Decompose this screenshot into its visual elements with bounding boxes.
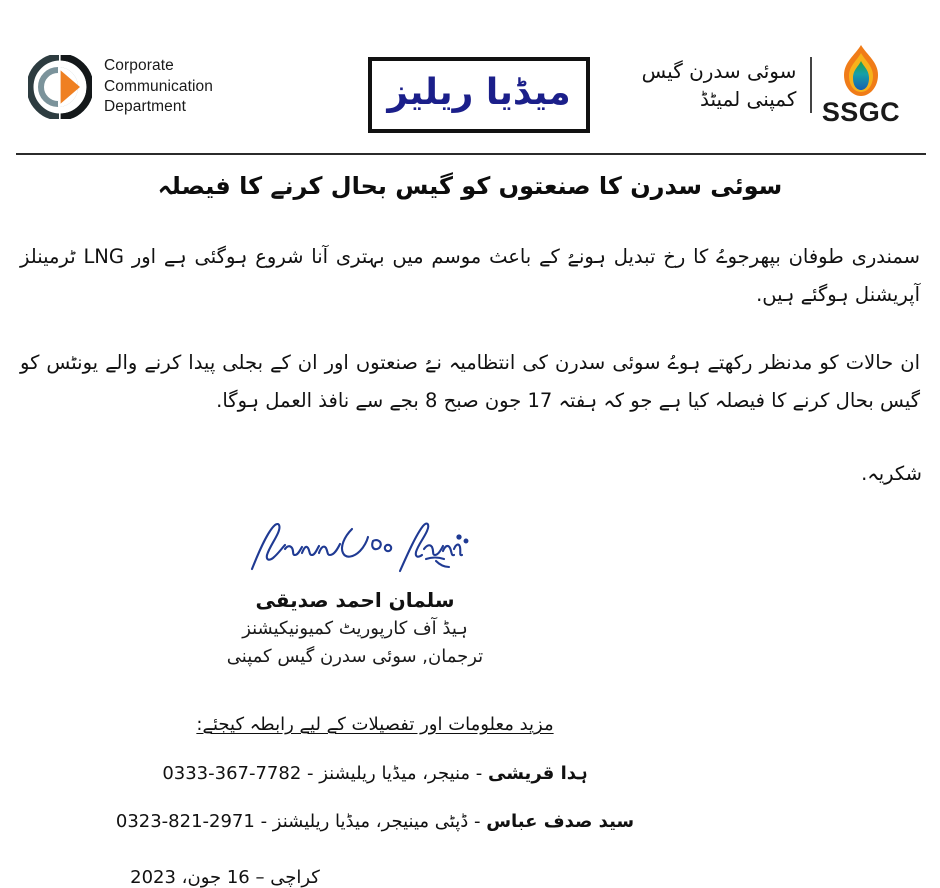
signature-block <box>18 515 922 671</box>
ssgc-flame-icon <box>840 44 882 98</box>
signatory-role-line-2: ترجمان, سوئی سدرن گیس کمپنی <box>226 645 484 667</box>
ssgc-urdu-line-2: کمپنی لمیٹڈ <box>699 87 797 111</box>
contact-section-heading: مزید معلومات اور تفصیلات کے لیے رابطہ کیجئے: <box>196 713 554 735</box>
body-paragraph-2: ان حالات کو مدنظر رکھتے ہوےُ سوئی سدرن کی انتظامیہ نےُ صنعتوں اور ان کے بجلی پیدا کرنے والے یونٹس کو گیس بحال کرنے کا فیصلہ کیا ہے جو کہ ہفتہ 17 جون صبح 8 بجے سے نافذ العمل ہوگا. <box>20 351 920 413</box>
handwritten-signature-icon <box>240 515 470 579</box>
contact-title: - ڈپٹی مینیجر، میڈیا ریلیشنز - <box>260 811 481 833</box>
contact-title: - منیجر، میڈیا ریلیشنز - <box>307 762 483 784</box>
ccd-circular-arrow-logo-icon <box>28 55 92 119</box>
header-divider-rule <box>16 153 926 155</box>
contact-item <box>18 760 732 789</box>
document-header <box>0 0 940 155</box>
ssgc-mark <box>822 44 900 126</box>
corporate-communication-department-logo-block <box>28 55 213 119</box>
ssgc-vertical-divider <box>810 57 812 113</box>
signatory-name: سلمان احمد صدیقی <box>255 588 455 613</box>
media-release-badge <box>368 57 590 133</box>
contact-section <box>18 711 922 837</box>
document-body <box>18 160 922 888</box>
ccd-line-1: Corporate <box>104 57 174 75</box>
ccd-line-2: Communication <box>104 77 213 95</box>
contact-phone[interactable]: 0323-821-2971 <box>115 811 255 833</box>
ccd-line-3: Department <box>104 98 186 116</box>
body-paragraph-1: سمندری طوفان بپھرجوےُ کا رخ تبدیل ہونےُ کے باعث موسم میں بہتری آنا شروع ہوگئی ہے اور LNG ٹرمینلز آپریشنل ہوگئے ہیں. <box>20 245 920 307</box>
ssgc-wordmark: SSGC <box>821 97 900 127</box>
contact-name: سید صدف عباس <box>486 811 635 833</box>
ccd-wordmark <box>104 56 213 117</box>
contact-name: ہدا قریشی <box>488 762 588 784</box>
ssgc-urdu-line-1: سوئی سدرن گیس <box>641 58 797 83</box>
ssgc-logo-block <box>632 44 900 126</box>
dateline: کراچی – 16 جون، 2023 <box>130 867 320 888</box>
ssgc-urdu-name <box>632 57 801 114</box>
contact-item <box>18 808 732 837</box>
media-release-label: میڈیا ریلیز <box>387 72 571 113</box>
signatory-role-line-1: ہیڈ آف کارپوریٹ کمیونیکیشنز <box>242 618 468 640</box>
closing-thanks: شکریہ. <box>861 462 922 486</box>
contact-phone[interactable]: 0333-367-7782 <box>162 762 302 784</box>
page-title: سوئی سدرن کا صنعتوں کو گیس بحال کرنے کا فیصلہ <box>157 172 783 200</box>
